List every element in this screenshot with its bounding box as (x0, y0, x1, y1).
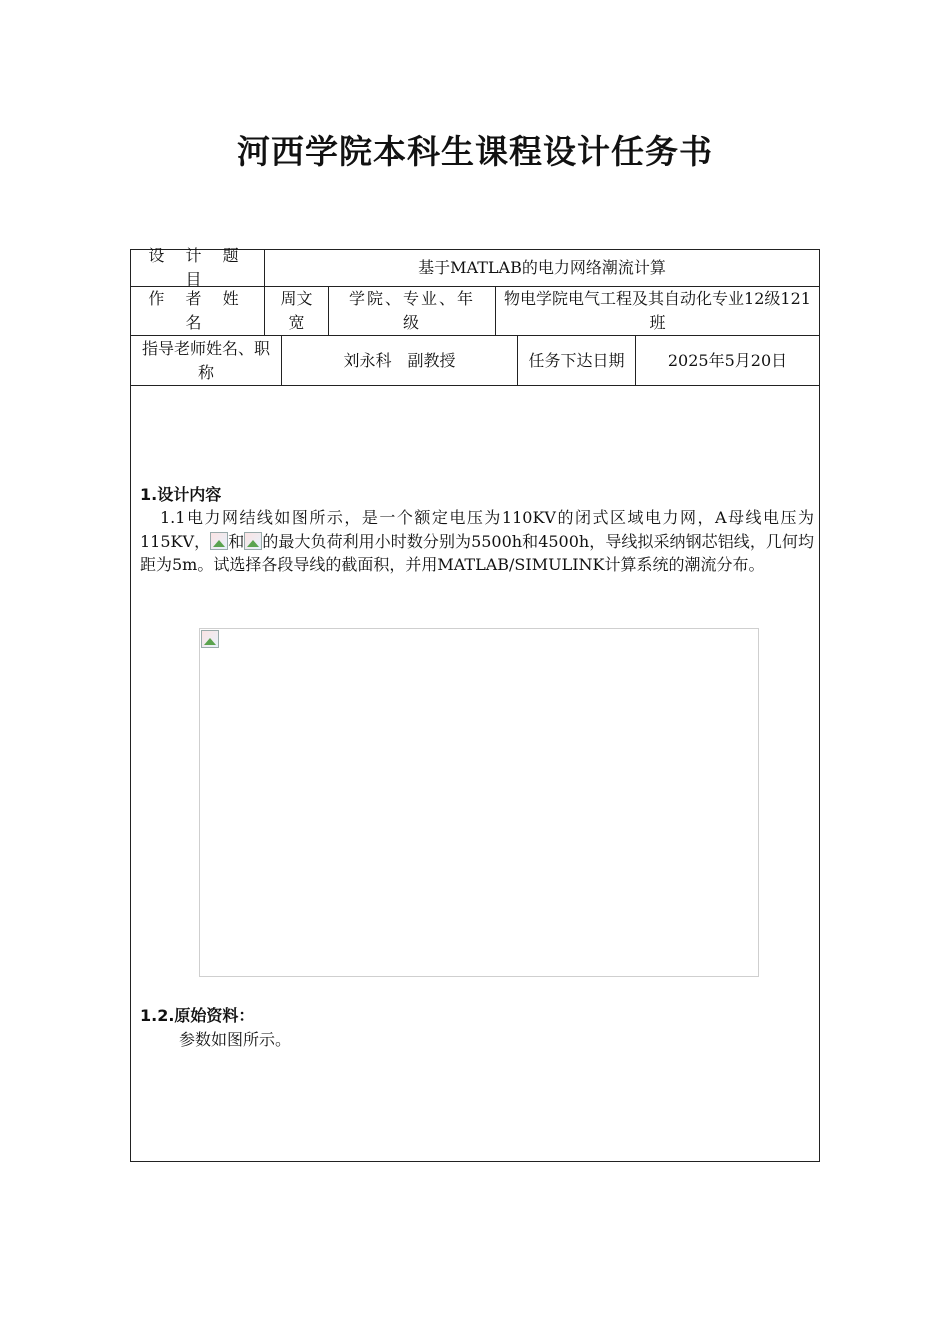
advisor-value: 刘永科 副教授 (281, 336, 517, 385)
college-value: 物电学院电气工程及其自动化专业12级121班 (495, 287, 819, 335)
topic-value: 基于MATLAB的电力网络潮流计算 (264, 250, 819, 286)
section2-text: 参数如图所示。 (179, 1030, 292, 1049)
para-text-1: 1.1电力网结线如图所示，是一个额定电压为110KV的闭式区域电力网，A母线电压为115KV， (140, 508, 814, 551)
broken-image-icon (210, 532, 228, 550)
content-box (130, 385, 820, 1162)
section2-heading: 1.2.原始资料： (140, 1006, 255, 1025)
broken-image-icon (201, 630, 219, 648)
network-figure (199, 628, 759, 977)
topic-label: 设 计 题 目 (148, 246, 247, 289)
document-title: 河西学院本科生课程设计任务书 (237, 132, 713, 171)
advisor-row (130, 336, 820, 386)
author-label: 作 者 姓 名 (148, 289, 247, 332)
section1-heading: 1.设计内容 (140, 485, 222, 504)
author-value: 周文宽 (264, 287, 328, 335)
para-text-3: 的最大负荷利用小时数分别为5500h和4500h，导线拟采纳钢芯铝线，几何均距为5m。试选择各段导线的截面积，并用MATLAB/SIMULINK计算系统的潮流分布。 (140, 531, 814, 574)
college-label: 学院、专业、年级 (328, 287, 495, 335)
date-label: 任务下达日期 (517, 336, 635, 385)
section1-paragraph (140, 506, 814, 577)
topic-row (130, 246, 820, 289)
advisor-label: 指导老师姓名、职称 (141, 338, 270, 382)
author-row (130, 287, 820, 336)
para-text-2: 和 (228, 531, 245, 551)
date-value: 2025年5月20日 (635, 336, 819, 385)
broken-image-icon (244, 532, 262, 550)
